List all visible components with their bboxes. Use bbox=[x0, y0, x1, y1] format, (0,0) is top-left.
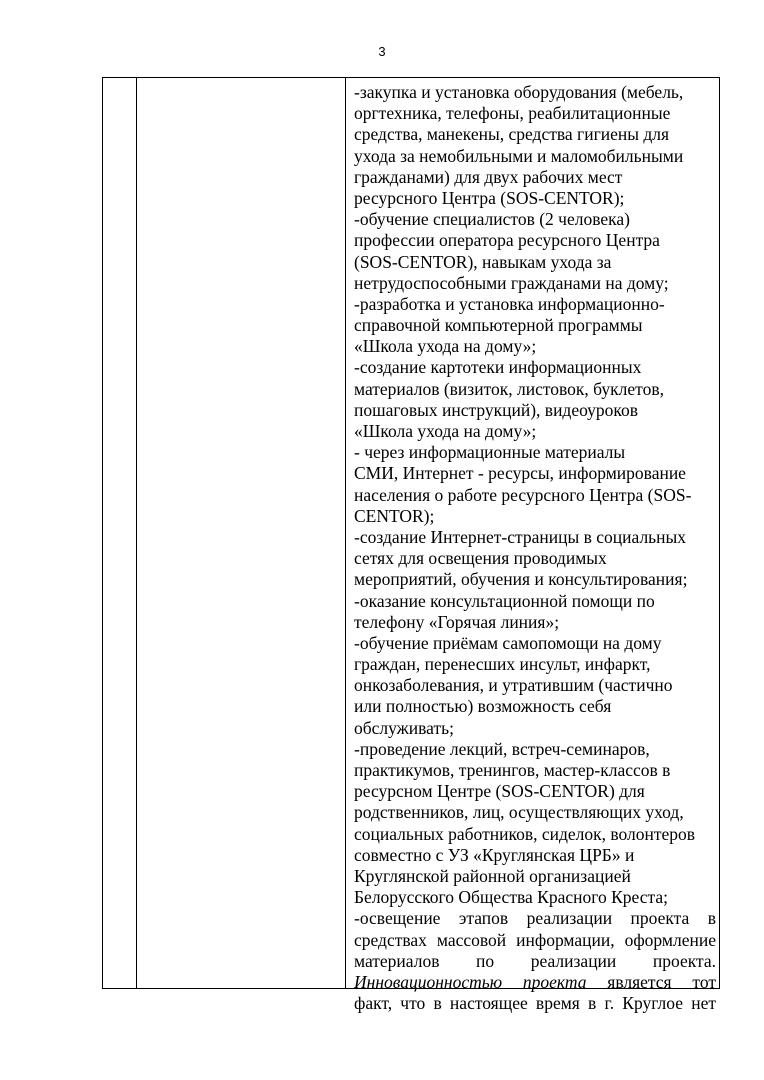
innovation-label: Инновационностью проекта bbox=[354, 971, 587, 992]
text-line: пошаговых инструкций), видеоуроков bbox=[354, 399, 639, 420]
text-line: телефону «Горячая линия»; bbox=[354, 611, 560, 632]
innovation-rest: является тот bbox=[586, 971, 716, 992]
text-line: «Школа ухода на дому»; bbox=[354, 421, 537, 441]
text-line: Белорусского Общества Красного Креста; bbox=[354, 887, 668, 908]
text-line: -разработка и установка информационно- bbox=[354, 293, 665, 314]
text-line: обслуживать; bbox=[354, 717, 454, 738]
column-divider-2 bbox=[345, 78, 346, 988]
innovation-line bbox=[354, 972, 716, 993]
justified-lines bbox=[354, 908, 716, 972]
last-line: факт, что в настоящее время в г. Круглое нет bbox=[354, 993, 716, 1014]
description-cell bbox=[354, 82, 716, 1014]
text-line: нетрудоспособными гражданами на дому; bbox=[354, 272, 669, 293]
text-line: средствах массовой информации, оформление bbox=[354, 929, 716, 950]
column-divider-1 bbox=[136, 78, 137, 988]
text-line: мероприятий, обучения и консультирования; bbox=[354, 569, 688, 590]
text-line: СМИ, Интернет - ресурсы, информирование bbox=[354, 463, 686, 484]
text-line: профессии оператора ресурсного Центра bbox=[354, 230, 660, 251]
text-line: -обучение специалистов (2 человека) bbox=[354, 209, 630, 230]
text-line: или полностью) возможность себя bbox=[354, 696, 612, 717]
text-line: справочной компьютерной программы bbox=[354, 315, 643, 336]
text-line: гражданами) для двух рабочих мест bbox=[354, 166, 623, 187]
text-line: граждан, перенесших инсульт, инфаркт, bbox=[354, 654, 651, 675]
text-line: -закупка и установка оборудования (мебель, bbox=[354, 82, 684, 102]
text-line: оргтехника, телефоны, реабилитационные bbox=[354, 103, 671, 124]
text-line: населения о работе ресурсного Центра (SOS- bbox=[354, 484, 692, 505]
text-line: Круглянской районной организацией bbox=[354, 865, 631, 886]
text-line: онкозаболевания, и утратившим (частично bbox=[354, 675, 673, 696]
text-line: -создание Интернет-страницы в социальных bbox=[354, 526, 687, 547]
text-line: -обучение приёмам самопомощи на дому bbox=[354, 632, 662, 653]
text-line: сетях для освещения проводимых bbox=[354, 548, 607, 569]
text-line: -проведение лекций, встреч-семинаров, bbox=[354, 738, 650, 759]
text-line: родственников, лиц, осуществляющих уход, bbox=[354, 802, 684, 823]
text-line: ресурсном Центре (SOS-CENTOR) для bbox=[354, 781, 645, 802]
text-line: средства, манекены, средства гигиены для bbox=[354, 124, 670, 145]
page-number: 3 bbox=[378, 44, 386, 59]
text-line: (SOS-CENTOR), навыкам ухода за bbox=[354, 251, 612, 272]
text-line: «Школа ухода на дому»; bbox=[354, 336, 537, 357]
text-line: социальных работников, сиделок, волонтеров bbox=[354, 823, 696, 844]
text-line: ресурсного Центра (SOS-CENTOR); bbox=[354, 187, 625, 208]
content-table bbox=[102, 77, 720, 1014]
text-line: -создание картотеки информационных bbox=[354, 357, 642, 378]
text-line: - через информационные материалы bbox=[354, 442, 626, 463]
text-line: -освещение этапов реализации проекта в bbox=[354, 908, 716, 929]
description-lines bbox=[354, 82, 716, 908]
text-line: ухода за немобильными и маломобильными bbox=[354, 145, 684, 166]
text-line: совместно с УЗ «Круглянская ЦРБ» и bbox=[354, 844, 635, 865]
text-line: практикумов, тренингов, мастер-классов в bbox=[354, 760, 671, 780]
text-line: -оказание консультационной помощи по bbox=[354, 590, 655, 611]
text-line: материалов (визиток, листовок, буклетов, bbox=[354, 378, 664, 399]
text-line: CENTOR); bbox=[354, 505, 435, 526]
text-line: материалов по реализации проекта. bbox=[354, 950, 716, 971]
